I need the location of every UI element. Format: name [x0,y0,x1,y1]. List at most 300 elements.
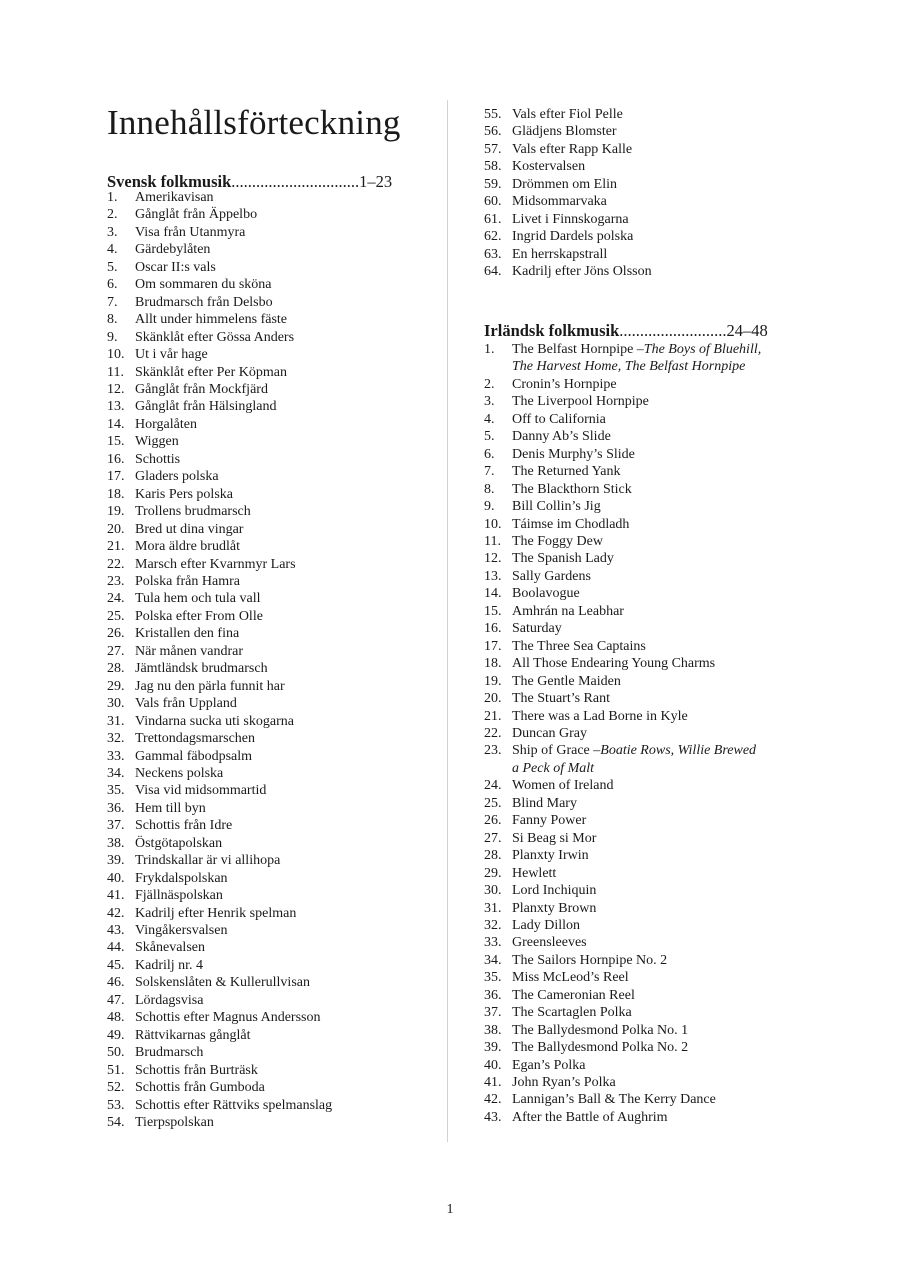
entry-number: 59. [484,176,502,192]
entry-number: 36. [107,800,125,816]
entry-title: En herrskapstrall [512,246,608,262]
entry-number: 21. [484,708,502,724]
entry-title: Fjällnäspolskan [135,888,223,904]
toc-entry [107,311,332,328]
toc-entry [107,625,332,642]
entry-number: 55. [484,107,502,122]
toc-entry [484,987,761,1004]
entry-title: Frykdalspolskan [135,870,228,886]
toc-entry [107,817,332,834]
entry-number: 35. [484,970,502,986]
entry-number: 48. [107,1010,125,1026]
toc-entry [484,376,761,393]
toc-entry [107,189,332,206]
entry-title: Jämtländsk brudmarsch [135,661,268,677]
entry-title: Marsch efter Kvarnmyr Lars [135,556,296,572]
toc-entry [484,795,761,812]
entry-title: Kristallen den fina [135,626,240,642]
entry-title: The Scartaglen Polka [512,1005,632,1021]
toc-entry [107,1097,332,1114]
toc-entry [484,123,652,140]
toc-entry [107,468,332,485]
toc-entry [484,847,761,864]
section-pages: 1–23 [359,172,393,191]
toc-entry [484,1022,761,1039]
entry-number: 2. [107,207,118,223]
entry-number: 47. [107,992,125,1008]
toc-entry [484,655,761,672]
toc-entry [484,1074,761,1091]
entry-title: Trindskallar är vi allihopa [135,853,281,869]
entry-number: 16. [484,621,502,637]
entry-number: 27. [484,830,502,846]
entry-title: Táimse im Chodladh [512,516,630,532]
entry-number: 5. [107,259,118,275]
entry-number: 1. [484,342,495,357]
entry-number: 58. [484,159,502,175]
toc-entry [107,381,332,398]
entry-alt-titles-continued: The Harvest Home, The Belfast Hornpipe [512,359,746,375]
entry-number: 63. [484,246,502,262]
entry-title: After the Battle of Aughrim [512,1109,668,1125]
entry-title: Lord Inchiquin [512,883,597,899]
entry-title: Kadrilj efter Jöns Olsson [512,264,652,280]
toc-entry [484,1004,761,1021]
entry-number: 32. [484,917,502,933]
toc-entry [484,934,761,951]
entry-alt-titles-continued: a Peck of Malt [512,760,595,776]
entry-title: Oscar II:s vals [135,259,216,275]
entry-number: 20. [107,521,125,537]
toc-entry [107,206,332,223]
toc-entry [107,922,332,939]
entry-number: 49. [107,1027,125,1043]
entry-title: Om sommaren du sköna [135,277,272,293]
entry-number: 8. [107,312,118,328]
entry-number: 32. [107,731,125,747]
toc-entry [107,957,332,974]
toc-entry [107,538,332,555]
entry-title: Horgalåten [135,416,197,432]
entry-number: 40. [107,870,125,886]
entry-number: 24. [107,591,125,607]
toc-entry [484,620,761,637]
entry-number: 9. [484,499,495,515]
toc-entry [107,678,332,695]
entry-title: The Cameronian Reel [512,987,635,1003]
entry-title: The Sailors Hornpipe No. 2 [512,952,668,968]
toc-entry [484,882,761,899]
entry-number: 4. [484,411,495,427]
entry-number: 39. [107,853,125,869]
entry-number: 54. [107,1115,125,1131]
toc-entry [484,568,761,585]
toc-entry [107,1044,332,1061]
entry-number: 14. [107,416,125,432]
toc-entry [107,433,332,450]
entry-number: 38. [484,1022,502,1038]
entry-title: Bred ut dina vingar [135,521,244,537]
toc-entry [107,800,332,817]
toc-entry [484,673,761,690]
toc-entry [484,1091,761,1108]
toc-entry [107,748,332,765]
toc-entry [484,865,761,882]
entry-title: John Ryan’s Polka [512,1075,616,1091]
page-title: Innehållsförteckning [107,103,401,142]
entry-title: Schottis från Idre [135,818,233,834]
toc-entry [484,1109,761,1126]
toc-entry [484,969,761,986]
toc-entry [107,643,332,660]
entry-number: 19. [484,673,502,689]
entry-title: Kadrilj nr. 4 [135,957,204,973]
toc-entry [107,364,332,381]
entry-number: 18. [107,486,125,502]
entry-number: 25. [484,795,502,811]
toc-entry [107,887,332,904]
entry-title: Amhrán na Leabhar [512,603,624,619]
entry-title: Wiggen [135,434,179,450]
toc-entry [484,952,761,969]
toc-entry [484,446,761,463]
entry-number: 33. [107,748,125,764]
toc-entry [484,708,761,725]
toc-entry [484,812,761,829]
entry-title: The Liverpool Hornpipe [512,394,649,410]
entry-title: Miss McLeod’s Reel [512,970,629,986]
toc-entry [107,224,332,241]
toc-list-swedish-continued [484,106,652,281]
entry-number: 9. [107,329,118,345]
entry-number: 64. [484,264,502,280]
toc-entry [484,158,652,175]
section-name: Irländsk folkmusik [484,321,620,340]
entry-number: 56. [484,124,502,140]
toc-entry [107,608,332,625]
entry-title: Gladers polska [135,469,219,485]
entry-title: Schottis [135,451,181,467]
entry-title: Brudmarsch från Delsbo [135,294,273,310]
toc-entry [107,1114,332,1131]
entry-title: Vals efter Rapp Kalle [512,141,633,157]
entry-number: 7. [107,294,118,310]
toc-entry [107,329,332,346]
toc-entry [484,725,761,742]
entry-title: Schottis efter Magnus Andersson [135,1010,321,1026]
entry-number: 57. [484,141,502,157]
entry-title: Kostervalsen [512,159,586,175]
toc-entry [484,176,652,193]
entry-title: Glädjens Blomster [512,124,617,140]
entry-title: The Ballydesmond Polka No. 2 [512,1040,689,1056]
toc-entry [107,905,332,922]
entry-number: 38. [107,835,125,851]
entry-number: 61. [484,211,502,227]
entry-title: Trollens brudmarsch [135,504,251,520]
entry-number: 33. [484,935,502,951]
toc-entry [484,585,761,602]
entry-title: Drömmen om Elin [512,176,617,192]
section-heading-irish [484,321,768,341]
entry-number: 39. [484,1040,502,1056]
entry-number: 46. [107,975,125,991]
toc-entry [484,900,761,917]
entry-title: Skänklåt efter Per Köpman [135,364,288,380]
toc-entry [107,782,332,799]
entry-number: 22. [107,556,125,572]
entry-title: Off to California [512,411,606,427]
toc-entry [107,835,332,852]
entry-number: 29. [484,865,502,881]
entry-number: 62. [484,229,502,245]
toc-entry [107,346,332,363]
entry-title: Cronin’s Hornpipe [512,376,617,392]
dot-leader: .......................... [619,321,727,340]
entry-title: Denis Murphy’s Slide [512,446,635,462]
toc-entry [484,1039,761,1056]
entry-title: Egan’s Polka [512,1057,586,1073]
entry-title: Mora äldre brudlåt [135,539,240,555]
entry-number: 11. [484,533,501,549]
entry-title: Visa från Utanmyra [135,224,246,240]
entry-number: 15. [107,434,125,450]
entry-number: 20. [484,691,502,707]
toc-entry [484,228,652,245]
toc-entry [107,974,332,991]
entry-title: Lördagsvisa [135,992,204,1008]
entry-title: Schottis från Burträsk [135,1062,258,1078]
entry-number: 36. [484,987,502,1003]
entry-title: Livet i Finnskogarna [512,211,629,227]
toc-entry [107,695,332,712]
toc-entry [107,416,332,433]
toc-entry [107,294,332,311]
entry-number: 41. [484,1075,502,1091]
toc-entry [484,411,761,428]
entry-title: Blind Mary [512,795,577,811]
toc-entry [484,211,652,228]
entry-number: 2. [484,376,495,392]
entry-number: 29. [107,678,125,694]
entry-title: Saturday [512,621,562,637]
entry-title: Tula hem och tula vall [135,591,261,607]
entry-number: 22. [484,725,502,741]
entry-number: 45. [107,957,125,973]
entry-title: Schottis från Gumboda [135,1080,265,1096]
entry-title: Lannigan’s Ball & The Kerry Dance [512,1092,716,1108]
toc-entry [107,556,332,573]
entry-title: The Ballydesmond Polka No. 1 [512,1022,689,1038]
entry-title: Skänklåt efter Gössa Anders [135,329,295,345]
entry-number: 10. [484,516,502,532]
entry-number: 37. [107,818,125,834]
entry-number: 15. [484,603,502,619]
entry-number: 8. [484,481,495,497]
entry-title: Kadrilj efter Henrik spelman [135,905,297,921]
entry-title: Greensleeves [512,935,587,951]
entry-number: 10. [107,347,125,363]
entry-title: Gärdebylåten [135,242,211,258]
entry-number: 60. [484,194,502,210]
entry-title: There was a Lad Borne in Kyle [512,708,688,724]
entry-title: Neckens polska [135,765,224,781]
toc-entry [484,516,761,533]
entry-number: 35. [107,783,125,799]
entry-number: 5. [484,429,495,445]
entry-alt-titles: The Boys of Bluehill, [643,342,762,357]
entry-number: 13. [107,399,125,415]
entry-number: 14. [484,586,502,602]
toc-entry [484,742,761,777]
entry-number: 34. [484,952,502,968]
entry-number: 34. [107,765,125,781]
entry-title: The Blackthorn Stick [512,481,632,497]
entry-title: Allt under himmelens fäste [135,312,288,328]
toc-entry [107,939,332,956]
toc-entry [107,1027,332,1044]
entry-number: 52. [107,1080,125,1096]
entry-title: Vindarna sucka uti skogarna [135,713,294,729]
entry-title: Trettondagsmarschen [135,731,256,747]
entry-number: 27. [107,643,125,659]
entry-title: Gånglåt från Hälsingland [135,399,277,415]
entry-title: The Stuart’s Rant [512,691,610,707]
toc-entry [107,1079,332,1096]
entry-number: 28. [484,848,502,864]
entry-title: Ut i vår hage [135,347,208,363]
toc-entry [484,341,761,376]
entry-title: Tierpspolskan [135,1115,214,1131]
entry-number: 25. [107,608,125,624]
entry-title: När månen vandrar [135,643,244,659]
column-divider [447,100,448,1142]
toc-entry [107,992,332,1009]
entry-title: Brudmarsch [135,1045,204,1061]
toc-entry [107,259,332,276]
entry-number: 12. [484,551,502,567]
entry-alt-titles: Boatie Rows, Willie Brewed [600,743,757,759]
entry-number: 23. [484,743,502,759]
entry-title: Polska efter From Olle [135,608,263,624]
dot-leader: ............................... [231,172,360,191]
entry-title: Boolavogue [512,586,580,602]
toc-entry [107,765,332,782]
entry-title: Vingåkersvalsen [135,923,228,939]
entry-number: 30. [484,883,502,899]
entry-title: The Returned Yank [512,464,621,480]
toc-list-swedish [107,189,332,1131]
entry-number: 4. [107,242,118,258]
toc-entry [107,521,332,538]
toc-entry [484,690,761,707]
toc-entry [107,852,332,869]
section-pages: 24–48 [726,321,768,340]
entry-title: Si Beag si Mor [512,830,597,846]
toc-entry [107,713,332,730]
toc-entry [107,451,332,468]
toc-entry [484,638,761,655]
toc-entry [107,730,332,747]
entry-title: The Belfast Hornpipe – [512,342,644,357]
entry-title: Amerikavisan [135,190,214,205]
entry-number: 41. [107,888,125,904]
entry-number: 40. [484,1057,502,1073]
toc-entry [484,393,761,410]
toc-entry [107,1009,332,1026]
entry-number: 42. [107,905,125,921]
entry-title: Vals från Uppland [135,696,237,712]
entry-number: 24. [484,778,502,794]
entry-title: Gånglåt från Mockfjärd [135,381,268,397]
entry-title: Duncan Gray [512,725,588,741]
toc-entry [107,590,332,607]
entry-number: 21. [107,539,125,555]
entry-number: 28. [107,661,125,677]
entry-title: Polska från Hamra [135,573,240,589]
entry-number: 1. [107,190,118,205]
entry-title: All Those Endearing Young Charms [512,656,716,672]
entry-title: Karis Pers polska [135,486,233,502]
entry-title: Bill Collin’s Jig [512,499,601,515]
toc-entry [107,503,332,520]
entry-title: Skånevalsen [135,940,205,956]
entry-title: Planxty Irwin [512,848,589,864]
entry-number: 51. [107,1062,125,1078]
toc-entry [484,106,652,123]
toc-entry [107,870,332,887]
entry-title: Solskenslåten & Kullerullvisan [135,975,310,991]
toc-entry [484,263,652,280]
toc-entry [107,1062,332,1079]
entry-number: 7. [484,464,495,480]
toc-entry [107,398,332,415]
entry-number: 50. [107,1045,125,1061]
entry-title: Vals efter Fiol Pelle [512,107,623,122]
entry-number: 37. [484,1005,502,1021]
entry-title: Gånglåt från Äppelbo [135,207,258,223]
section-name: Svensk folkmusik [107,172,232,191]
entry-title: The Foggy Dew [512,533,603,549]
toc-entry [484,603,761,620]
toc-entry [484,463,761,480]
entry-number: 13. [484,568,502,584]
entry-title: Hem till byn [135,800,206,816]
entry-title: Visa vid midsommartid [135,783,267,799]
toc-entry [484,141,652,158]
entry-title: Ingrid Dardels polska [512,229,634,245]
toc-entry [107,486,332,503]
entry-title: Midsommarvaka [512,194,607,210]
entry-title: Hewlett [512,865,557,881]
entry-title: Fanny Power [512,813,587,829]
entry-title: Planxty Brown [512,900,597,916]
entry-title: Schottis efter Rättviks spelmanslag [135,1097,333,1113]
page-number: 1 [446,1202,454,1217]
entry-number: 17. [107,469,125,485]
entry-number: 30. [107,696,125,712]
toc-list-irish [484,341,761,1126]
entry-title: Lady Dillon [512,917,581,933]
entry-number: 17. [484,638,502,654]
toc-entry [484,830,761,847]
toc-entry [107,573,332,590]
toc-entry [484,428,761,445]
entry-number: 6. [107,277,118,293]
toc-entry [484,917,761,934]
entry-number: 3. [107,224,118,240]
toc-entry [484,550,761,567]
